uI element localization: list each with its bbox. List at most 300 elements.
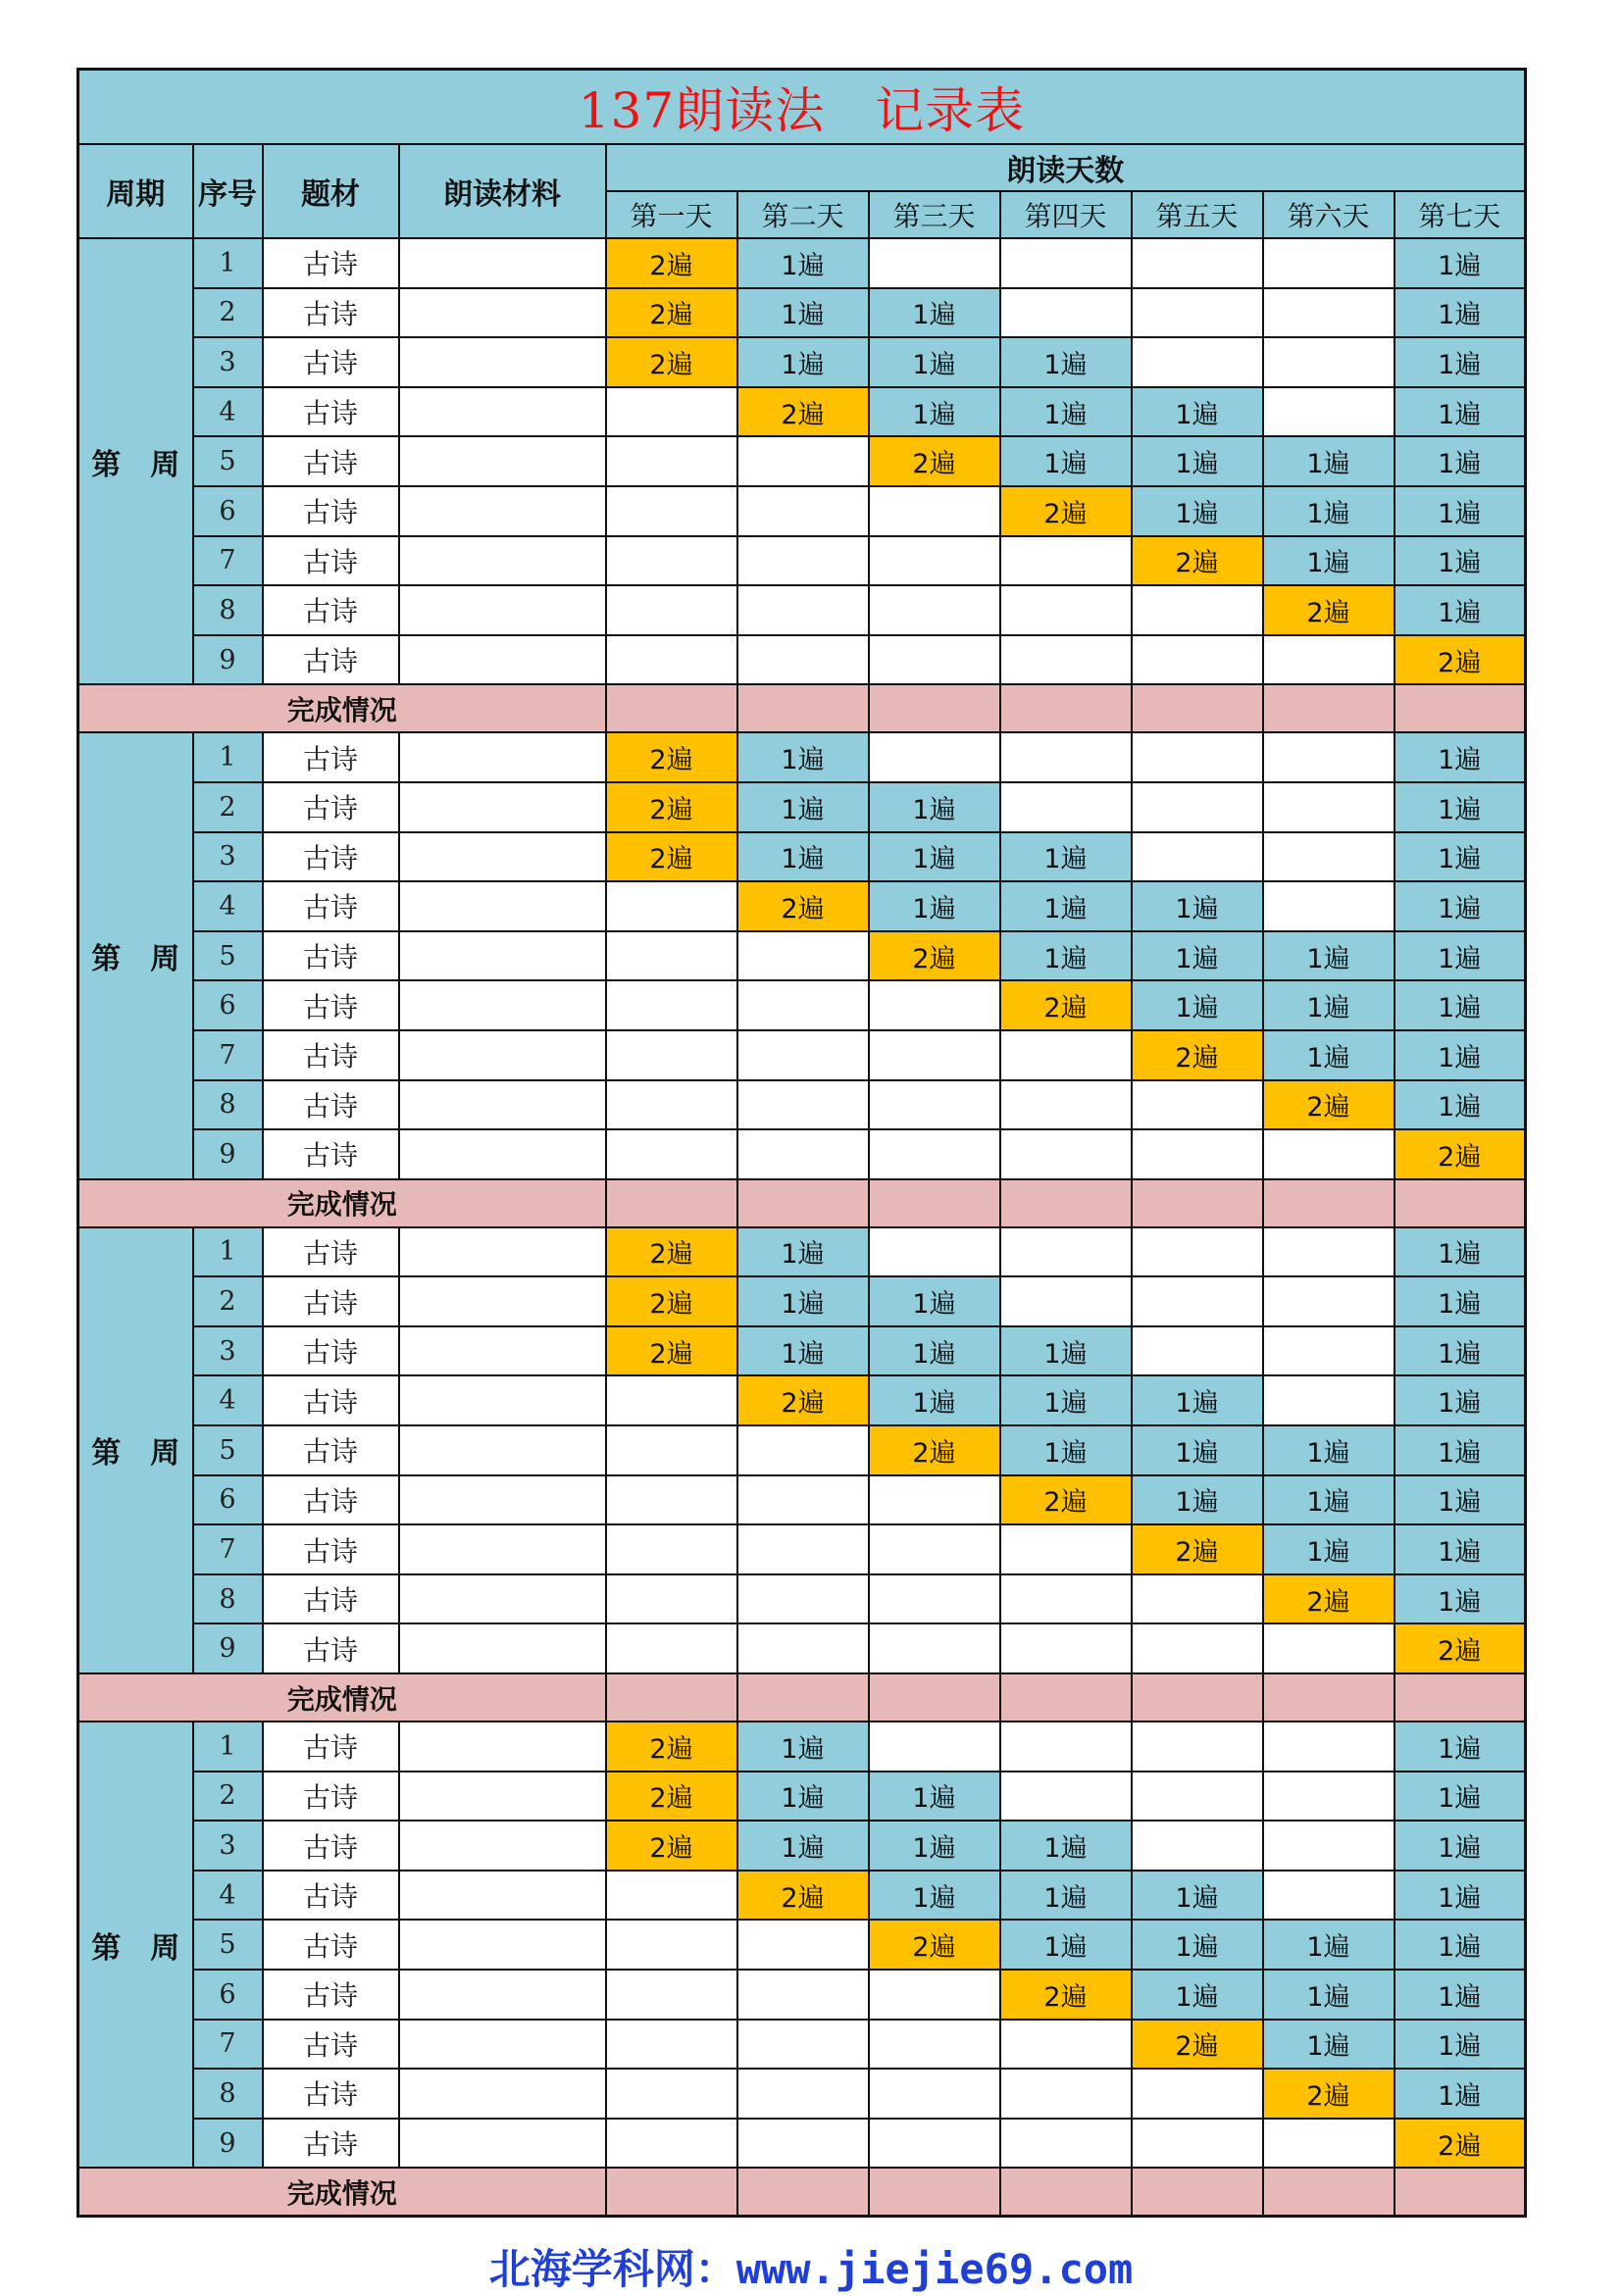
day-cell-2[interactable] [737, 486, 869, 536]
material-input-cell[interactable] [399, 732, 606, 782]
day-cell-3[interactable] [869, 1970, 1000, 2020]
day-cell-3[interactable] [869, 585, 1000, 635]
day-cell-5[interactable]: 1遍 [1132, 881, 1263, 931]
day-cell-6[interactable]: 1遍 [1263, 1425, 1394, 1475]
day-cell-7[interactable]: 1遍 [1394, 337, 1526, 387]
day-cell-5[interactable] [1132, 1080, 1263, 1130]
day-cell-6[interactable] [1263, 1722, 1394, 1772]
day-cell-6[interactable]: 2遍 [1263, 2069, 1394, 2119]
day-cell-7[interactable]: 1遍 [1394, 1970, 1526, 2020]
material-input-cell[interactable] [399, 1375, 606, 1425]
day-cell-5[interactable]: 1遍 [1132, 1871, 1263, 1921]
day-cell-3[interactable] [869, 980, 1000, 1030]
status-day-cell-7[interactable] [1394, 2168, 1526, 2216]
day-cell-2[interactable] [737, 1574, 869, 1624]
material-input-cell[interactable] [399, 585, 606, 635]
day-cell-7[interactable]: 1遍 [1394, 1920, 1526, 1970]
day-cell-7[interactable]: 2遍 [1394, 635, 1526, 685]
day-cell-2[interactable]: 1遍 [737, 1276, 869, 1326]
status-day-cell-7[interactable] [1394, 1179, 1526, 1227]
day-cell-5[interactable] [1132, 635, 1263, 685]
day-cell-3[interactable] [869, 1524, 1000, 1574]
day-cell-5[interactable]: 1遍 [1132, 387, 1263, 437]
day-cell-5[interactable] [1132, 2069, 1263, 2119]
day-cell-4[interactable]: 1遍 [1000, 436, 1132, 486]
day-cell-4[interactable]: 2遍 [1000, 1475, 1132, 1525]
day-cell-4[interactable] [1000, 2119, 1132, 2169]
status-day-cell-2[interactable] [737, 1673, 869, 1722]
day-cell-5[interactable] [1132, 337, 1263, 387]
day-cell-6[interactable]: 2遍 [1263, 1080, 1394, 1130]
day-cell-2[interactable]: 2遍 [737, 881, 869, 931]
day-cell-5[interactable]: 1遍 [1132, 1920, 1263, 1970]
status-day-cell-5[interactable] [1132, 2168, 1263, 2216]
day-cell-5[interactable] [1132, 732, 1263, 782]
material-input-cell[interactable] [399, 1227, 606, 1277]
day-cell-6[interactable] [1263, 1227, 1394, 1277]
material-input-cell[interactable] [399, 288, 606, 338]
day-cell-1[interactable] [606, 2069, 737, 2119]
material-input-cell[interactable] [399, 2119, 606, 2169]
day-cell-3[interactable] [869, 732, 1000, 782]
status-day-cell-3[interactable] [869, 2168, 1000, 2216]
day-cell-7[interactable]: 1遍 [1394, 1871, 1526, 1921]
day-cell-4[interactable] [1000, 1129, 1132, 1179]
day-cell-7[interactable]: 1遍 [1394, 1821, 1526, 1871]
day-cell-1[interactable] [606, 1871, 737, 1921]
day-cell-2[interactable]: 1遍 [737, 1227, 869, 1277]
status-day-cell-7[interactable] [1394, 1673, 1526, 1722]
day-cell-3[interactable] [869, 1080, 1000, 1130]
day-cell-2[interactable] [737, 1425, 869, 1475]
day-cell-1[interactable] [606, 1623, 737, 1673]
day-cell-4[interactable]: 1遍 [1000, 1425, 1132, 1475]
day-cell-4[interactable] [1000, 782, 1132, 832]
day-cell-3[interactable]: 1遍 [869, 1276, 1000, 1326]
day-cell-2[interactable] [737, 1129, 869, 1179]
day-cell-1[interactable] [606, 1970, 737, 2020]
day-cell-1[interactable] [606, 1375, 737, 1425]
day-cell-4[interactable] [1000, 1030, 1132, 1080]
status-day-cell-6[interactable] [1263, 2168, 1394, 2216]
day-cell-6[interactable]: 1遍 [1263, 931, 1394, 981]
day-cell-4[interactable] [1000, 1524, 1132, 1574]
day-cell-6[interactable] [1263, 635, 1394, 685]
day-cell-4[interactable] [1000, 585, 1132, 635]
day-cell-6[interactable] [1263, 1276, 1394, 1326]
day-cell-1[interactable] [606, 436, 737, 486]
day-cell-2[interactable] [737, 2020, 869, 2070]
day-cell-3[interactable]: 1遍 [869, 782, 1000, 832]
day-cell-6[interactable]: 1遍 [1263, 1475, 1394, 1525]
day-cell-6[interactable] [1263, 2119, 1394, 2169]
status-day-cell-4[interactable] [1000, 2168, 1132, 2216]
day-cell-6[interactable] [1263, 732, 1394, 782]
material-input-cell[interactable] [399, 782, 606, 832]
day-cell-6[interactable] [1263, 288, 1394, 338]
status-day-cell-2[interactable] [737, 1179, 869, 1227]
day-cell-6[interactable]: 1遍 [1263, 1524, 1394, 1574]
day-cell-5[interactable]: 1遍 [1132, 980, 1263, 1030]
status-day-cell-4[interactable] [1000, 684, 1132, 732]
day-cell-7[interactable]: 1遍 [1394, 585, 1526, 635]
material-input-cell[interactable] [399, 832, 606, 882]
day-cell-4[interactable] [1000, 635, 1132, 685]
status-day-cell-6[interactable] [1263, 1179, 1394, 1227]
material-input-cell[interactable] [399, 337, 606, 387]
day-cell-7[interactable]: 1遍 [1394, 1574, 1526, 1624]
status-day-cell-1[interactable] [606, 684, 737, 732]
day-cell-5[interactable] [1132, 1722, 1263, 1772]
day-cell-4[interactable] [1000, 1623, 1132, 1673]
day-cell-2[interactable]: 1遍 [737, 288, 869, 338]
material-input-cell[interactable] [399, 1722, 606, 1772]
material-input-cell[interactable] [399, 1574, 606, 1624]
status-day-cell-5[interactable] [1132, 1673, 1263, 1722]
day-cell-4[interactable] [1000, 288, 1132, 338]
status-day-cell-1[interactable] [606, 2168, 737, 2216]
day-cell-6[interactable]: 1遍 [1263, 486, 1394, 536]
day-cell-2[interactable] [737, 1030, 869, 1080]
day-cell-7[interactable]: 1遍 [1394, 1772, 1526, 1822]
day-cell-2[interactable]: 1遍 [737, 732, 869, 782]
day-cell-4[interactable] [1000, 732, 1132, 782]
day-cell-7[interactable]: 1遍 [1394, 980, 1526, 1030]
day-cell-7[interactable]: 1遍 [1394, 436, 1526, 486]
material-input-cell[interactable] [399, 881, 606, 931]
day-cell-6[interactable]: 1遍 [1263, 1030, 1394, 1080]
material-input-cell[interactable] [399, 1970, 606, 2020]
day-cell-3[interactable] [869, 1623, 1000, 1673]
status-day-cell-3[interactable] [869, 1673, 1000, 1722]
day-cell-5[interactable] [1132, 1276, 1263, 1326]
day-cell-1[interactable] [606, 1080, 737, 1130]
day-cell-2[interactable] [737, 1475, 869, 1525]
day-cell-2[interactable] [737, 1920, 869, 1970]
material-input-cell[interactable] [399, 1080, 606, 1130]
day-cell-4[interactable]: 1遍 [1000, 1375, 1132, 1425]
day-cell-2[interactable]: 1遍 [737, 238, 869, 288]
material-input-cell[interactable] [399, 1524, 606, 1574]
day-cell-7[interactable]: 1遍 [1394, 1276, 1526, 1326]
day-cell-1[interactable] [606, 980, 737, 1030]
day-cell-4[interactable]: 1遍 [1000, 387, 1132, 437]
status-day-cell-2[interactable] [737, 2168, 869, 2216]
day-cell-5[interactable] [1132, 832, 1263, 882]
day-cell-1[interactable]: 2遍 [606, 1772, 737, 1822]
day-cell-1[interactable] [606, 1524, 737, 1574]
day-cell-1[interactable] [606, 1574, 737, 1624]
day-cell-1[interactable]: 2遍 [606, 832, 737, 882]
day-cell-6[interactable] [1263, 832, 1394, 882]
day-cell-7[interactable]: 1遍 [1394, 486, 1526, 536]
day-cell-5[interactable]: 1遍 [1132, 1475, 1263, 1525]
material-input-cell[interactable] [399, 2020, 606, 2070]
day-cell-1[interactable]: 2遍 [606, 782, 737, 832]
day-cell-3[interactable]: 1遍 [869, 1326, 1000, 1376]
day-cell-5[interactable] [1132, 238, 1263, 288]
material-input-cell[interactable] [399, 1772, 606, 1822]
day-cell-2[interactable] [737, 1970, 869, 2020]
day-cell-6[interactable]: 1遍 [1263, 1920, 1394, 1970]
day-cell-7[interactable]: 1遍 [1394, 536, 1526, 586]
day-cell-3[interactable]: 1遍 [869, 1821, 1000, 1871]
day-cell-4[interactable]: 2遍 [1000, 1970, 1132, 2020]
day-cell-2[interactable]: 1遍 [737, 832, 869, 882]
day-cell-2[interactable]: 1遍 [737, 1722, 869, 1772]
status-day-cell-2[interactable] [737, 684, 869, 732]
day-cell-7[interactable]: 1遍 [1394, 931, 1526, 981]
day-cell-5[interactable] [1132, 1227, 1263, 1277]
day-cell-4[interactable]: 2遍 [1000, 486, 1132, 536]
material-input-cell[interactable] [399, 1623, 606, 1673]
status-day-cell-5[interactable] [1132, 1179, 1263, 1227]
status-day-cell-1[interactable] [606, 1179, 737, 1227]
day-cell-6[interactable] [1263, 387, 1394, 437]
day-cell-2[interactable] [737, 1080, 869, 1130]
day-cell-5[interactable] [1132, 1326, 1263, 1376]
day-cell-1[interactable] [606, 1129, 737, 1179]
day-cell-2[interactable]: 2遍 [737, 1375, 869, 1425]
day-cell-3[interactable]: 1遍 [869, 1772, 1000, 1822]
material-input-cell[interactable] [399, 1920, 606, 1970]
day-cell-5[interactable] [1132, 1574, 1263, 1624]
day-cell-2[interactable] [737, 436, 869, 486]
day-cell-7[interactable]: 1遍 [1394, 1080, 1526, 1130]
day-cell-7[interactable]: 1遍 [1394, 881, 1526, 931]
day-cell-6[interactable] [1263, 337, 1394, 387]
day-cell-4[interactable]: 1遍 [1000, 1871, 1132, 1921]
day-cell-1[interactable]: 2遍 [606, 1722, 737, 1772]
day-cell-4[interactable]: 1遍 [1000, 931, 1132, 981]
day-cell-5[interactable] [1132, 585, 1263, 635]
day-cell-1[interactable] [606, 635, 737, 685]
day-cell-5[interactable] [1132, 782, 1263, 832]
day-cell-6[interactable]: 1遍 [1263, 436, 1394, 486]
day-cell-4[interactable] [1000, 1574, 1132, 1624]
day-cell-1[interactable] [606, 486, 737, 536]
day-cell-7[interactable]: 1遍 [1394, 732, 1526, 782]
day-cell-7[interactable]: 1遍 [1394, 1375, 1526, 1425]
day-cell-7[interactable]: 1遍 [1394, 1425, 1526, 1475]
day-cell-2[interactable]: 1遍 [737, 782, 869, 832]
day-cell-2[interactable]: 1遍 [737, 1772, 869, 1822]
day-cell-4[interactable] [1000, 2069, 1132, 2119]
day-cell-1[interactable] [606, 1030, 737, 1080]
day-cell-2[interactable] [737, 931, 869, 981]
day-cell-1[interactable]: 2遍 [606, 1276, 737, 1326]
status-day-cell-4[interactable] [1000, 1673, 1132, 1722]
day-cell-7[interactable]: 1遍 [1394, 782, 1526, 832]
day-cell-3[interactable]: 2遍 [869, 436, 1000, 486]
day-cell-6[interactable] [1263, 1326, 1394, 1376]
day-cell-3[interactable] [869, 2020, 1000, 2070]
material-input-cell[interactable] [399, 1425, 606, 1475]
day-cell-2[interactable]: 1遍 [737, 1821, 869, 1871]
material-input-cell[interactable] [399, 536, 606, 586]
day-cell-7[interactable]: 1遍 [1394, 1722, 1526, 1772]
material-input-cell[interactable] [399, 1475, 606, 1525]
material-input-cell[interactable] [399, 980, 606, 1030]
day-cell-7[interactable]: 1遍 [1394, 832, 1526, 882]
day-cell-6[interactable]: 1遍 [1263, 980, 1394, 1030]
day-cell-3[interactable]: 2遍 [869, 1920, 1000, 1970]
material-input-cell[interactable] [399, 1326, 606, 1376]
day-cell-7[interactable]: 1遍 [1394, 1475, 1526, 1525]
day-cell-2[interactable] [737, 2119, 869, 2169]
day-cell-2[interactable]: 2遍 [737, 387, 869, 437]
day-cell-3[interactable]: 1遍 [869, 832, 1000, 882]
day-cell-7[interactable]: 2遍 [1394, 1129, 1526, 1179]
day-cell-4[interactable] [1000, 1772, 1132, 1822]
day-cell-7[interactable]: 1遍 [1394, 1524, 1526, 1574]
status-day-cell-6[interactable] [1263, 1673, 1394, 1722]
day-cell-6[interactable] [1263, 1821, 1394, 1871]
day-cell-4[interactable]: 1遍 [1000, 1821, 1132, 1871]
material-input-cell[interactable] [399, 635, 606, 685]
status-day-cell-3[interactable] [869, 1179, 1000, 1227]
status-day-cell-4[interactable] [1000, 1179, 1132, 1227]
day-cell-6[interactable] [1263, 1375, 1394, 1425]
material-input-cell[interactable] [399, 1030, 606, 1080]
day-cell-5[interactable]: 1遍 [1132, 1970, 1263, 2020]
day-cell-6[interactable] [1263, 782, 1394, 832]
day-cell-7[interactable]: 1遍 [1394, 288, 1526, 338]
day-cell-2[interactable]: 1遍 [737, 1326, 869, 1376]
day-cell-5[interactable] [1132, 1623, 1263, 1673]
day-cell-6[interactable]: 1遍 [1263, 1970, 1394, 2020]
day-cell-4[interactable]: 1遍 [1000, 881, 1132, 931]
day-cell-7[interactable]: 1遍 [1394, 387, 1526, 437]
day-cell-2[interactable] [737, 980, 869, 1030]
day-cell-4[interactable] [1000, 1080, 1132, 1130]
day-cell-5[interactable] [1132, 1129, 1263, 1179]
status-day-cell-7[interactable] [1394, 684, 1526, 732]
day-cell-5[interactable]: 2遍 [1132, 1030, 1263, 1080]
status-day-cell-3[interactable] [869, 684, 1000, 732]
day-cell-5[interactable] [1132, 2119, 1263, 2169]
day-cell-7[interactable]: 1遍 [1394, 238, 1526, 288]
day-cell-6[interactable] [1263, 1623, 1394, 1673]
day-cell-3[interactable]: 1遍 [869, 337, 1000, 387]
day-cell-7[interactable]: 1遍 [1394, 2020, 1526, 2070]
day-cell-6[interactable]: 2遍 [1263, 1574, 1394, 1624]
day-cell-3[interactable] [869, 1722, 1000, 1772]
day-cell-3[interactable]: 1遍 [869, 387, 1000, 437]
day-cell-3[interactable]: 2遍 [869, 1425, 1000, 1475]
day-cell-1[interactable] [606, 1425, 737, 1475]
day-cell-5[interactable]: 1遍 [1132, 931, 1263, 981]
day-cell-6[interactable] [1263, 1871, 1394, 1921]
material-input-cell[interactable] [399, 387, 606, 437]
day-cell-1[interactable]: 2遍 [606, 288, 737, 338]
day-cell-3[interactable] [869, 1574, 1000, 1624]
day-cell-1[interactable]: 2遍 [606, 1326, 737, 1376]
material-input-cell[interactable] [399, 1276, 606, 1326]
footer-url-link[interactable]: www.jiejie69.com [735, 2245, 1134, 2293]
day-cell-5[interactable] [1132, 1772, 1263, 1822]
day-cell-5[interactable] [1132, 288, 1263, 338]
day-cell-3[interactable] [869, 635, 1000, 685]
day-cell-4[interactable]: 1遍 [1000, 1920, 1132, 1970]
day-cell-4[interactable]: 1遍 [1000, 1326, 1132, 1376]
material-input-cell[interactable] [399, 486, 606, 536]
day-cell-6[interactable] [1263, 881, 1394, 931]
day-cell-2[interactable] [737, 2069, 869, 2119]
day-cell-2[interactable] [737, 585, 869, 635]
material-input-cell[interactable] [399, 1129, 606, 1179]
material-input-cell[interactable] [399, 931, 606, 981]
day-cell-4[interactable]: 2遍 [1000, 980, 1132, 1030]
status-day-cell-6[interactable] [1263, 684, 1394, 732]
day-cell-4[interactable] [1000, 1722, 1132, 1772]
day-cell-7[interactable]: 2遍 [1394, 2119, 1526, 2169]
day-cell-4[interactable] [1000, 238, 1132, 288]
day-cell-5[interactable]: 1遍 [1132, 1425, 1263, 1475]
day-cell-4[interactable]: 1遍 [1000, 832, 1132, 882]
day-cell-5[interactable]: 2遍 [1132, 2020, 1263, 2070]
day-cell-4[interactable] [1000, 1276, 1132, 1326]
day-cell-7[interactable]: 1遍 [1394, 1326, 1526, 1376]
status-day-cell-1[interactable] [606, 1673, 737, 1722]
day-cell-1[interactable]: 2遍 [606, 732, 737, 782]
day-cell-1[interactable] [606, 536, 737, 586]
day-cell-3[interactable]: 1遍 [869, 881, 1000, 931]
day-cell-4[interactable] [1000, 536, 1132, 586]
day-cell-1[interactable] [606, 931, 737, 981]
day-cell-1[interactable] [606, 2020, 737, 2070]
day-cell-7[interactable]: 1遍 [1394, 1227, 1526, 1277]
day-cell-3[interactable] [869, 238, 1000, 288]
day-cell-3[interactable] [869, 486, 1000, 536]
day-cell-1[interactable] [606, 1920, 737, 1970]
day-cell-6[interactable]: 2遍 [1263, 585, 1394, 635]
material-input-cell[interactable] [399, 2069, 606, 2119]
day-cell-3[interactable]: 1遍 [869, 1375, 1000, 1425]
day-cell-2[interactable] [737, 1524, 869, 1574]
day-cell-2[interactable]: 2遍 [737, 1871, 869, 1921]
day-cell-2[interactable]: 1遍 [737, 337, 869, 387]
day-cell-4[interactable] [1000, 1227, 1132, 1277]
day-cell-6[interactable]: 1遍 [1263, 536, 1394, 586]
day-cell-7[interactable]: 1遍 [1394, 2069, 1526, 2119]
day-cell-5[interactable]: 1遍 [1132, 486, 1263, 536]
day-cell-5[interactable]: 1遍 [1132, 436, 1263, 486]
material-input-cell[interactable] [399, 238, 606, 288]
day-cell-1[interactable] [606, 387, 737, 437]
day-cell-6[interactable] [1263, 1129, 1394, 1179]
day-cell-4[interactable] [1000, 2020, 1132, 2070]
material-input-cell[interactable] [399, 436, 606, 486]
day-cell-5[interactable]: 1遍 [1132, 1375, 1263, 1425]
day-cell-1[interactable]: 2遍 [606, 238, 737, 288]
day-cell-2[interactable] [737, 1623, 869, 1673]
day-cell-3[interactable] [869, 1227, 1000, 1277]
day-cell-3[interactable] [869, 536, 1000, 586]
day-cell-7[interactable]: 2遍 [1394, 1623, 1526, 1673]
day-cell-5[interactable]: 2遍 [1132, 1524, 1263, 1574]
day-cell-6[interactable]: 1遍 [1263, 2020, 1394, 2070]
day-cell-1[interactable] [606, 2119, 737, 2169]
material-input-cell[interactable] [399, 1821, 606, 1871]
day-cell-1[interactable]: 2遍 [606, 1227, 737, 1277]
day-cell-4[interactable]: 1遍 [1000, 337, 1132, 387]
day-cell-3[interactable]: 1遍 [869, 1871, 1000, 1921]
day-cell-1[interactable] [606, 1475, 737, 1525]
material-input-cell[interactable] [399, 1871, 606, 1921]
day-cell-3[interactable] [869, 1475, 1000, 1525]
day-cell-2[interactable] [737, 536, 869, 586]
